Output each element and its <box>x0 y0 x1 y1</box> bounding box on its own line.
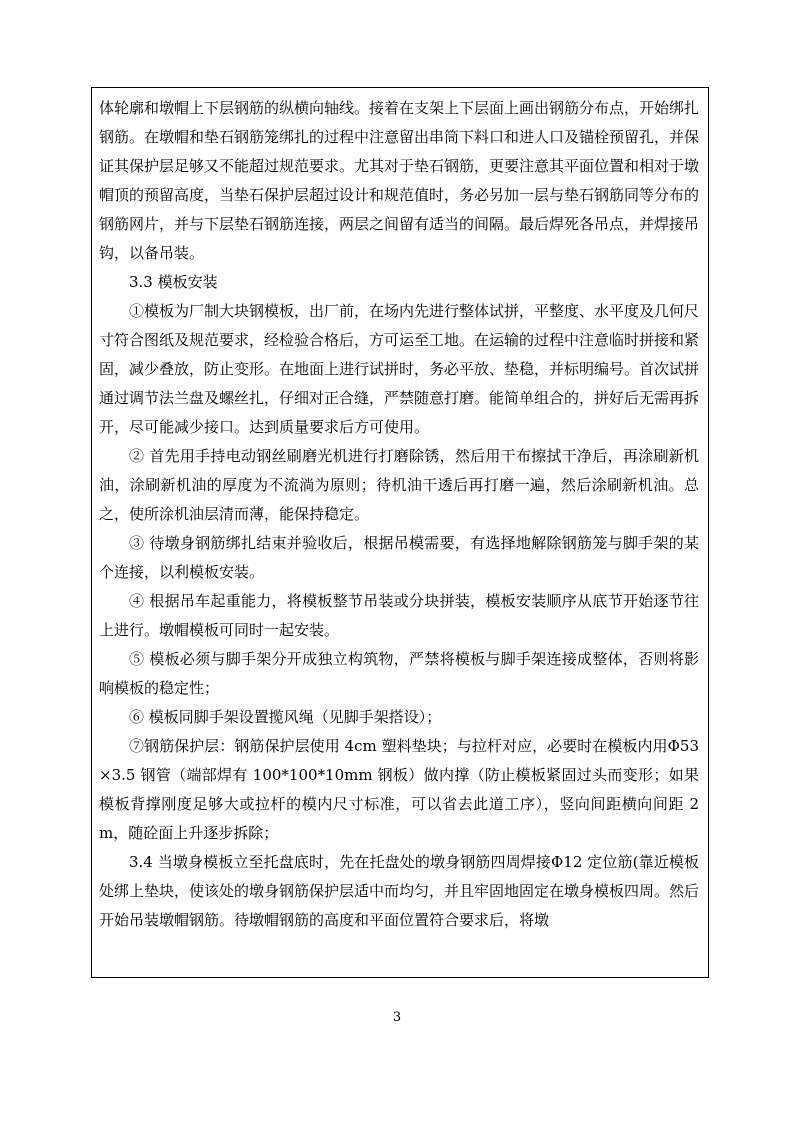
paragraph-formwork-item-6: ⑥ 模板同脚手架设置揽风绳（见脚手架搭设）； <box>129 708 442 726</box>
paragraph-formwork-item-1: ①模板为厂制大块钢模板，出厂前，在场内先进行整体试拼，平整度、水平度及几何尺寸符合图纸及规范要求，经检验合格后，方可运至工地。在运输的过程中注意临时拼接和紧固，减少叠放，防止变形。在地面上进行试拼时，务必平放、垫稳，并标明编号。首次试拼通过调节法兰盘及螺丝扎，仔细对正合缝，严禁随意打磨。能简单组合的，拼好后无需再拆开，尽可能减少接口。达到质量要求后方可使用。 <box>99 302 700 436</box>
paragraph-formwork-item-7: ⑦钢筋保护层：钢筋保护层使用 4cm 塑料垫块；与拉杆对应，必要时在模板内用Φ53×3.5 钢管（端部焊有 100*100*10mm 钢板）做内撑（防止模板紧固过头而变形；如果模板背撑刚度足够大或拉杆的模内尺寸标准，可以省去此道工序），竖向间距横向间距 2m，随砼面上升逐步拆除； <box>99 737 699 842</box>
paragraph-rebar-continuation: 体轮廓和墩帽上下层钢筋的纵横向轴线。接着在支架上下层面上画出钢筋分布点，开始绑扎钢筋。在墩帽和垫石钢筋笼绑扎的过程中注意留出串筒下料口和进人口及锚栓预留孔，并保证其保护层足够又不能超过规范要求。尤其对于垫石钢筋，更要注意其平面位置和相对于墩帽顶的预留高度，当垫石保护层超过设计和规范值时，务必另加一层与垫石钢筋同等分布的钢筋网片，并与下层垫石钢筋连接，两层之间留有适当的间隔。最后焊死各吊点，并焊接吊钩，以备吊装。 <box>99 99 700 262</box>
document-body <box>99 94 699 935</box>
paragraph-formwork-item-2: ② 首先用手持电动钢丝刷磨光机进行打磨除锈，然后用干布擦拭干净后，再涂刷新机油，涂刷新机油的厚度为不流淌为原则；待机油干透后再打磨一遍，然后涂刷新机油。总之，使所涂机油层清而薄，能保持稳定。 <box>99 447 699 523</box>
paragraph-formwork-item-5: ⑤ 模板必须与脚手架分开成独立构筑物，严禁将模板与脚手架连接成整体，否则将影响模板的稳定性； <box>99 650 699 697</box>
paragraph-formwork-item-3: ③ 待墩身钢筋绑扎结束并验收后，根据吊模需要，有选择地解除钢筋笼与脚手架的某个连接，以利模板安装。 <box>99 534 699 581</box>
paragraph-section-3-4: 3.4 当墩身模板立至托盘底时，先在托盘处的墩身钢筋四周焊接Φ12 定位筋(靠近模板处绑上垫块，使该处的墩身钢筋保护层适中而均匀，并且牢固地固定在墩身模板四周。然后开始吊装墩帽钢筋。待墩帽钢筋的高度和平面位置符合要求后，将墩 <box>99 853 700 929</box>
page-number: 3 <box>392 1010 402 1025</box>
paragraph-formwork-item-4: ④ 根据吊车起重能力，将模板整节吊装或分块拼装，模板安装顺序从底节开始逐节往上进行。墩帽模板可同时一起安装。 <box>99 592 699 639</box>
section-heading-formwork-installation: 3.3 模板安装 <box>129 273 218 291</box>
